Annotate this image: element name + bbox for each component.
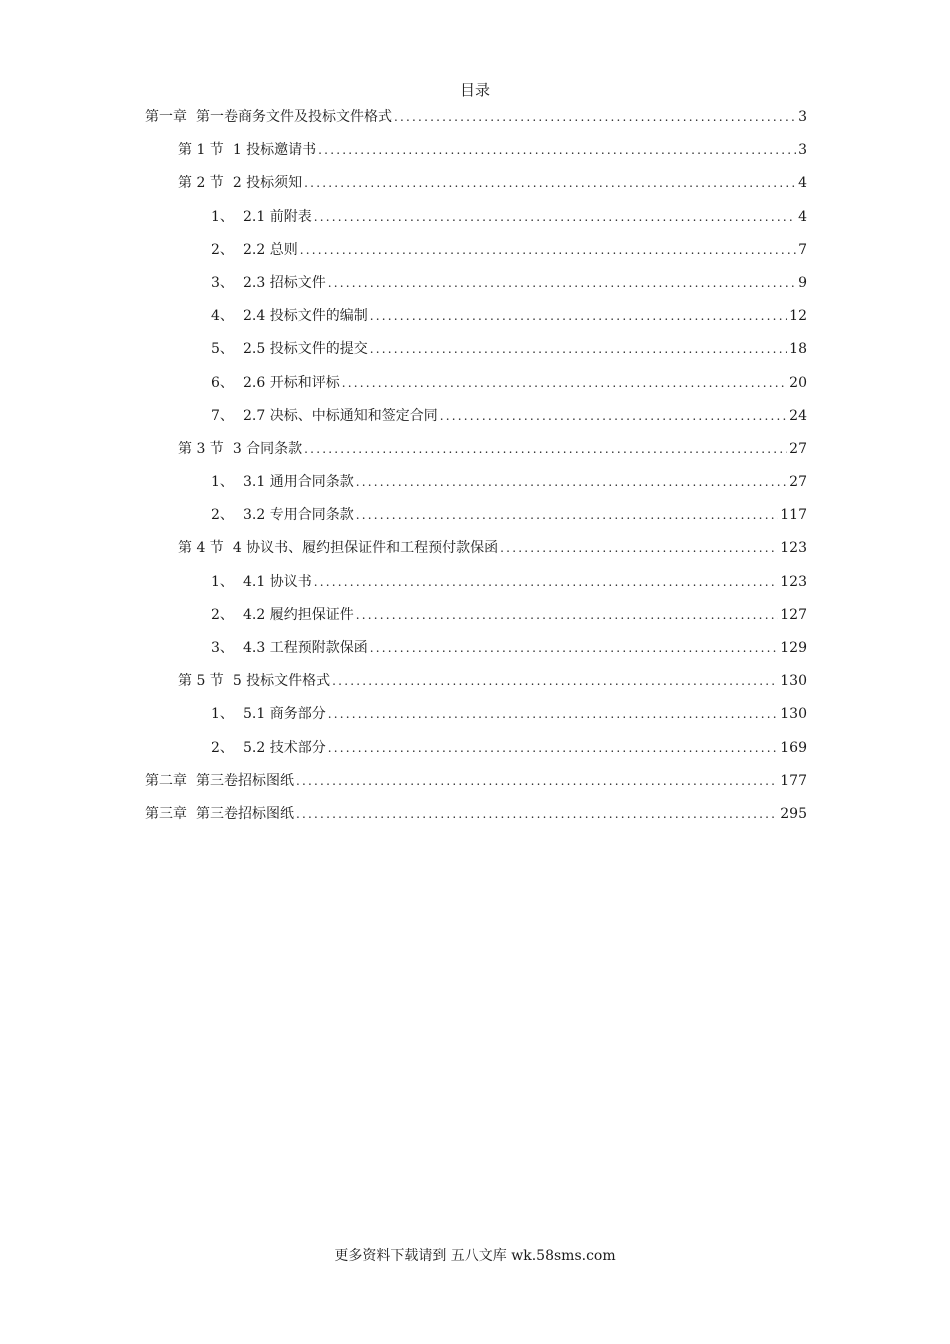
toc-entry-number: 2、 [211, 606, 234, 623]
toc-entry-title: 5.1 商务部分 [243, 706, 326, 723]
toc-entry-page-number: 7 [798, 241, 807, 258]
toc-entry[interactable] [145, 140, 807, 173]
toc-entry[interactable] [145, 273, 807, 306]
toc-entry[interactable] [145, 671, 807, 704]
toc-entry-title: 4.2 履约担保证件 [243, 606, 354, 623]
toc-entry-title: 4 协议书、履约担保证件和工程预付款保函 [232, 540, 499, 557]
toc-dot-leader [342, 373, 787, 393]
toc-entry[interactable] [145, 207, 807, 240]
toc-entry-number: 1、 [211, 474, 234, 491]
toc-dot-leader [296, 804, 778, 824]
toc-entry[interactable] [145, 505, 807, 538]
toc-entry-title: 2 投标须知 [232, 175, 303, 192]
toc-entry-page-number: 12 [789, 308, 807, 325]
toc-dot-leader [328, 273, 796, 293]
toc-entry-page-number: 18 [789, 341, 807, 358]
toc-entry[interactable] [145, 339, 807, 372]
toc-entry-title: 3 合同条款 [232, 440, 303, 457]
toc-entry-number: 第 1 节 [178, 142, 224, 159]
toc-entry-page-number: 20 [789, 374, 807, 391]
toc-dot-leader [356, 472, 787, 492]
toc-entry[interactable] [145, 439, 807, 472]
toc-dot-leader [440, 406, 787, 426]
toc-entry-page-number: 24 [789, 407, 807, 424]
toc-entry-page-number: 127 [780, 606, 807, 623]
toc-entry-title: 1 投标邀请书 [232, 142, 317, 159]
toc-dot-leader [328, 738, 779, 758]
toc-entry-number: 第一章 [145, 109, 187, 125]
toc-entry-title: 5 投标文件格式 [232, 673, 331, 690]
toc-entry-title: 5.2 技术部分 [243, 739, 326, 756]
toc-entry[interactable] [145, 538, 807, 571]
toc-entry-page-number: 4 [798, 208, 807, 225]
toc-dot-leader [500, 538, 778, 558]
toc-dot-leader [296, 771, 778, 791]
toc-entry-number: 2、 [211, 507, 234, 524]
toc-entry-page-number: 27 [789, 440, 807, 457]
toc-entry[interactable] [145, 771, 807, 804]
toc-entry-number: 7、 [211, 407, 234, 424]
toc-entry-title: 2.1 前附表 [243, 208, 312, 225]
toc-entry-number: 第二章 [145, 772, 187, 789]
toc-title: 目录 [459, 81, 490, 99]
toc-entry-title: 3.1 通用合同条款 [243, 474, 354, 491]
toc-dot-leader [370, 339, 787, 359]
toc-entry-title: 4.3 工程预附款保函 [243, 640, 368, 656]
toc-dot-leader [370, 306, 787, 326]
toc-entry-number: 2、 [211, 739, 234, 756]
toc-entry-page-number: 9 [798, 274, 807, 291]
toc-entry-title: 第一卷商务文件及投标文件格式 [196, 109, 392, 125]
footer-text: 更多资料下载请到 五八文库 wk.58sms.com [334, 1248, 616, 1264]
toc-entry[interactable] [145, 638, 807, 671]
toc-entry-title: 第三卷招标图纸 [196, 805, 294, 822]
toc-entry-title: 2.4 投标文件的编制 [243, 308, 368, 325]
toc-dot-leader [332, 671, 778, 691]
toc-entry-title: 2.6 开标和评标 [243, 374, 340, 391]
toc-entry-page-number: 123 [780, 540, 807, 557]
toc-entry-title: 第三卷招标图纸 [196, 772, 294, 789]
toc-entry-page-number: 27 [789, 474, 807, 491]
toc-entry[interactable] [145, 704, 807, 737]
toc-entry-page-number: 169 [780, 739, 807, 756]
toc-entry-page-number: 123 [780, 573, 807, 590]
toc-entry-page-number: 129 [780, 640, 807, 656]
toc-entry-number: 第 5 节 [178, 673, 224, 690]
table-of-contents [145, 107, 807, 837]
toc-entry-number: 3、 [211, 640, 234, 656]
toc-entry[interactable] [145, 107, 807, 140]
toc-entry-page-number: 295 [780, 805, 807, 822]
toc-entry-title: 2.3 招标文件 [243, 274, 326, 291]
toc-entry-title: 4.1 协议书 [243, 573, 312, 590]
toc-entry-number: 4、 [211, 308, 234, 325]
toc-entry[interactable] [145, 738, 807, 771]
toc-entry-number: 第 2 节 [178, 175, 224, 192]
toc-dot-leader [304, 439, 787, 459]
toc-entry-title: 2.5 投标文件的提交 [243, 341, 368, 358]
toc-entry-page-number: 3 [798, 142, 807, 159]
toc-dot-leader [370, 638, 779, 658]
toc-entry[interactable] [145, 306, 807, 339]
toc-entry-number: 第 3 节 [178, 440, 224, 457]
toc-entry-title: 3.2 专用合同条款 [243, 507, 354, 524]
toc-entry-page-number: 177 [780, 772, 807, 789]
toc-entry-title: 2.7 决标、中标通知和签定合同 [243, 407, 438, 424]
toc-entry-page-number: 130 [780, 706, 807, 723]
toc-dot-leader [300, 240, 796, 260]
toc-entry-number: 6、 [211, 374, 234, 391]
toc-dot-leader [314, 207, 796, 227]
toc-dot-leader [318, 140, 796, 160]
toc-entry[interactable] [145, 804, 807, 837]
toc-entry-number: 2、 [211, 241, 234, 258]
toc-entry[interactable] [145, 605, 807, 638]
toc-entry[interactable] [145, 240, 807, 273]
toc-dot-leader [394, 107, 796, 127]
toc-dot-leader [314, 572, 779, 592]
toc-entry-page-number: 4 [798, 175, 807, 192]
toc-entry-page-number: 117 [780, 507, 807, 524]
toc-entry-number: 5、 [211, 341, 234, 358]
toc-dot-leader [304, 173, 796, 193]
toc-entry[interactable] [145, 472, 807, 505]
toc-entry-number: 第三章 [145, 805, 187, 822]
toc-entry[interactable] [145, 373, 807, 406]
toc-entry-title: 2.2 总则 [243, 241, 298, 258]
toc-entry[interactable] [145, 572, 807, 605]
toc-dot-leader [356, 505, 779, 525]
toc-entry-page-number: 130 [780, 673, 807, 690]
toc-entry-number: 1、 [211, 208, 234, 225]
toc-entry-number: 1、 [211, 573, 234, 590]
toc-entry-number: 3、 [211, 274, 234, 291]
toc-entry-number: 1、 [211, 706, 234, 723]
toc-entry[interactable] [145, 406, 807, 439]
toc-dot-leader [356, 605, 779, 625]
toc-entry-number: 第 4 节 [178, 540, 224, 557]
toc-entry-page-number: 3 [798, 109, 807, 125]
toc-entry[interactable] [145, 173, 807, 206]
toc-dot-leader [328, 704, 779, 724]
